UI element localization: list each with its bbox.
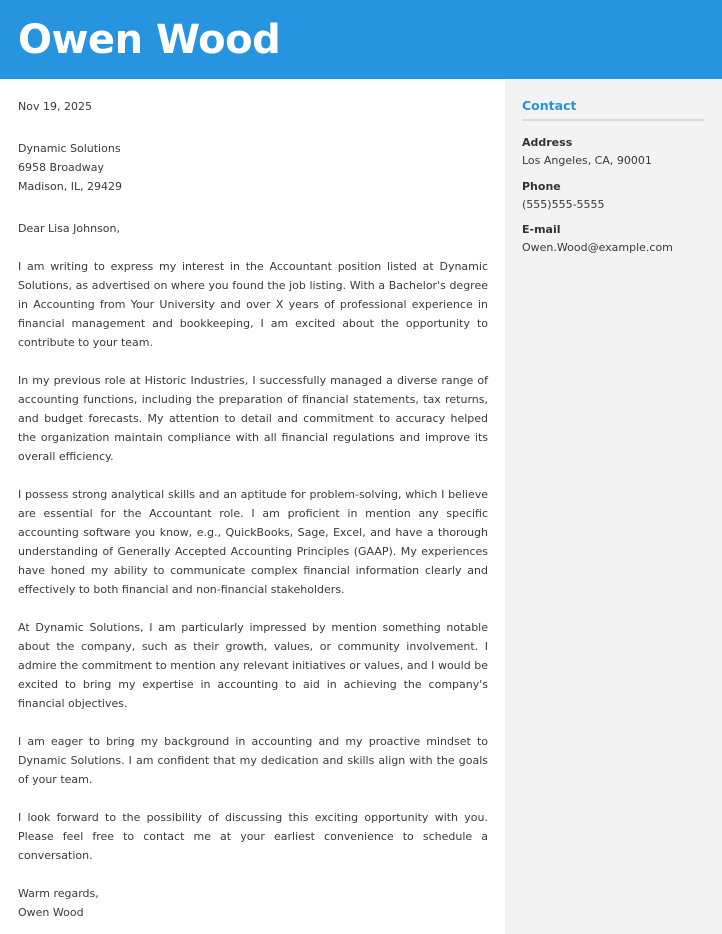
salutation: Dear Lisa Johnson, — [18, 222, 120, 235]
paragraph-skills: I possess strong analytical skills and an aptitude for problem-solving, which I believe are essential for the Accountant role. I am proficient in mention any specific accounting software you know, e.g., QuickBooks, Sage, Excel, and have a thorough understanding of Generally Accepted Accounting Principles (GAAP). My experiences have honed my ability to communicate complex financial information clearly and effectively to both financial and non-financial stakeholders. — [18, 488, 488, 596]
paragraph-intro: I am writing to express my interest in the Accountant position listed at Dynamic Solutions, as advertised on where you found the job listing. With a Bachelor's degree in Accounting from Your University and over X years of professional experience in financial management and bookkeeping, I am excited about the opportunity to contribute to your team. — [18, 260, 488, 349]
closing-phrase: Warm regards, — [18, 887, 99, 900]
recipient-address — [18, 139, 488, 196]
email-value: Owen.Wood@example.com — [522, 241, 673, 254]
contact-heading: Contact — [522, 98, 577, 113]
phone-value: (555)555-5555 — [522, 198, 605, 211]
header-banner — [0, 0, 722, 79]
contact-divider — [522, 119, 704, 121]
address-value: Los Angeles, CA, 90001 — [522, 154, 652, 167]
letter-body — [18, 97, 488, 922]
paragraph-closing: I look forward to the possibility of discussing this exciting opportunity with you. Please feel free to contact me at your earliest convenience to schedule a conversation. — [18, 811, 488, 862]
recipient-street: 6958 Broadway — [18, 161, 105, 174]
contact-sidebar — [505, 79, 722, 934]
recipient-city: Madison, IL, 29429 — [18, 180, 123, 193]
paragraph-experience: In my previous role at Historic Industries, I successfully managed a diverse range of accounting functions, including the preparation of financial statements, tax returns, and budget forecasts. My attention to detail and commitment to accuracy helped the organization maintain compliance with all financial regulations and improve its overall efficiency. — [18, 374, 488, 463]
phone-label: Phone — [522, 180, 561, 193]
address-label: Address — [522, 136, 573, 149]
paragraph-eager: I am eager to bring my background in accounting and my proactive mindset to Dynamic Solutions. I am confident that my dedication and skills align with the goals of your team. — [18, 735, 488, 786]
letter-date: Nov 19, 2025 — [18, 100, 92, 113]
sign-off — [18, 884, 488, 922]
email-label: E-mail — [522, 223, 561, 236]
paragraph-company: At Dynamic Solutions, I am particularly impressed by mention something notable about the company, such as their growth, values, or community involvement. I admire the commitment to mention any relevant initiatives or values, and I would be excited to bring my expertise in accounting to aid in achieving the company's financial objectives. — [18, 621, 488, 710]
signature-name: Owen Wood — [18, 906, 84, 919]
applicant-name: Owen Wood — [18, 17, 281, 63]
recipient-company: Dynamic Solutions — [18, 142, 121, 155]
